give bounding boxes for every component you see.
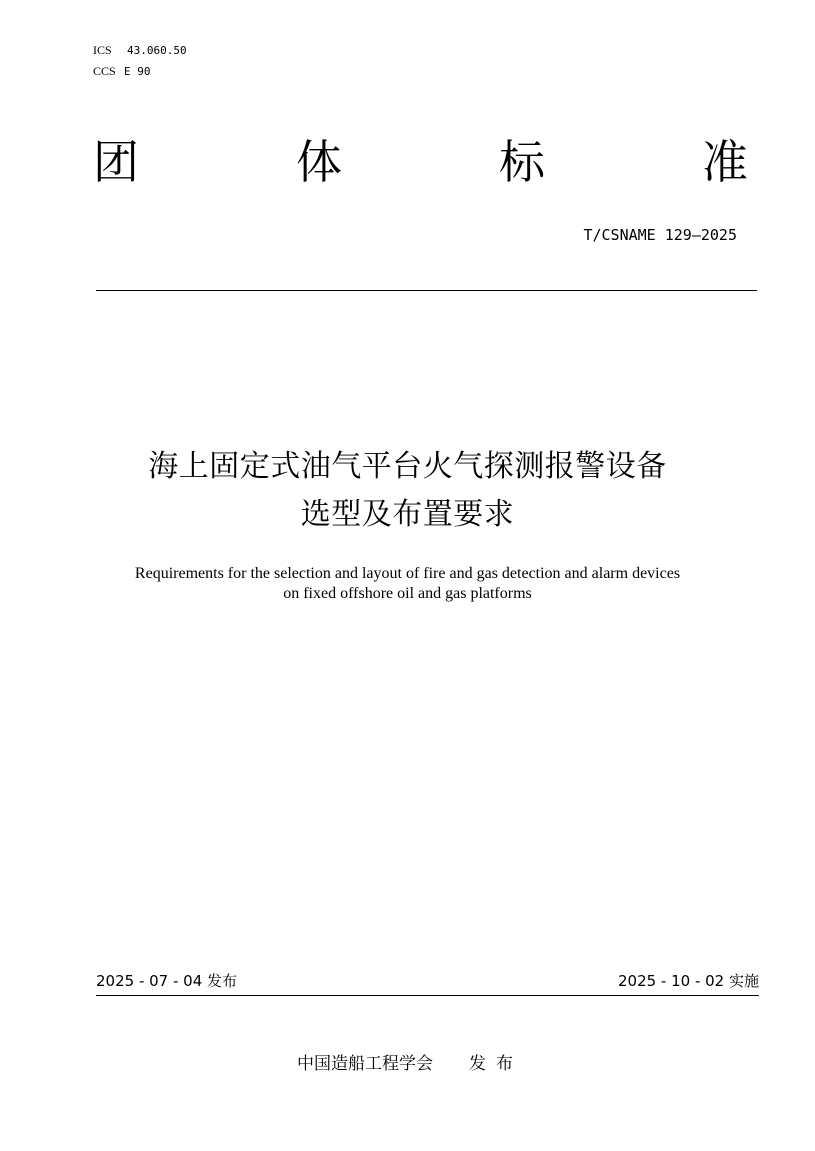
english-title-line-1: Requirements for the selection and layout of fire and gas detection and alarm devices — [134, 565, 681, 582]
classification-block — [93, 40, 187, 82]
english-title — [40, 564, 775, 604]
ccs-value: E 90 — [124, 65, 151, 78]
issue-date: 2025 - 07 - 04 发布 — [96, 972, 238, 990]
standard-type-char: 准 — [702, 135, 748, 189]
standard-type-char: 体 — [296, 135, 342, 189]
implementation-date: 2025 - 10 - 02 实施 — [617, 972, 759, 990]
ccs-row — [93, 61, 187, 82]
dates-row — [96, 970, 759, 992]
standard-type-char: 团 — [93, 135, 139, 189]
standard-type-char: 标 — [499, 135, 545, 189]
standard-type-heading — [93, 132, 748, 192]
chinese-title-line-1: 海上固定式油气平台火气探测报警设备 — [148, 449, 667, 484]
ics-row — [93, 40, 187, 61]
top-divider — [96, 290, 757, 291]
ics-value: 43.060.50 — [127, 44, 187, 57]
standard-number: T/CSNAME 129—2025 — [583, 226, 737, 244]
ics-label: ICS — [93, 43, 112, 57]
bottom-divider — [96, 995, 759, 996]
english-title-line-2: on fixed offshore oil and gas platforms — [283, 585, 532, 602]
publisher-name: 中国造船工程学会 — [297, 1054, 433, 1074]
ccs-label: CCS — [93, 64, 116, 78]
publisher-action: 发布 — [469, 1054, 523, 1074]
chinese-title-line-2: 选型及布置要求 — [300, 497, 515, 532]
publisher-line — [297, 1052, 523, 1076]
chinese-title — [40, 443, 775, 539]
